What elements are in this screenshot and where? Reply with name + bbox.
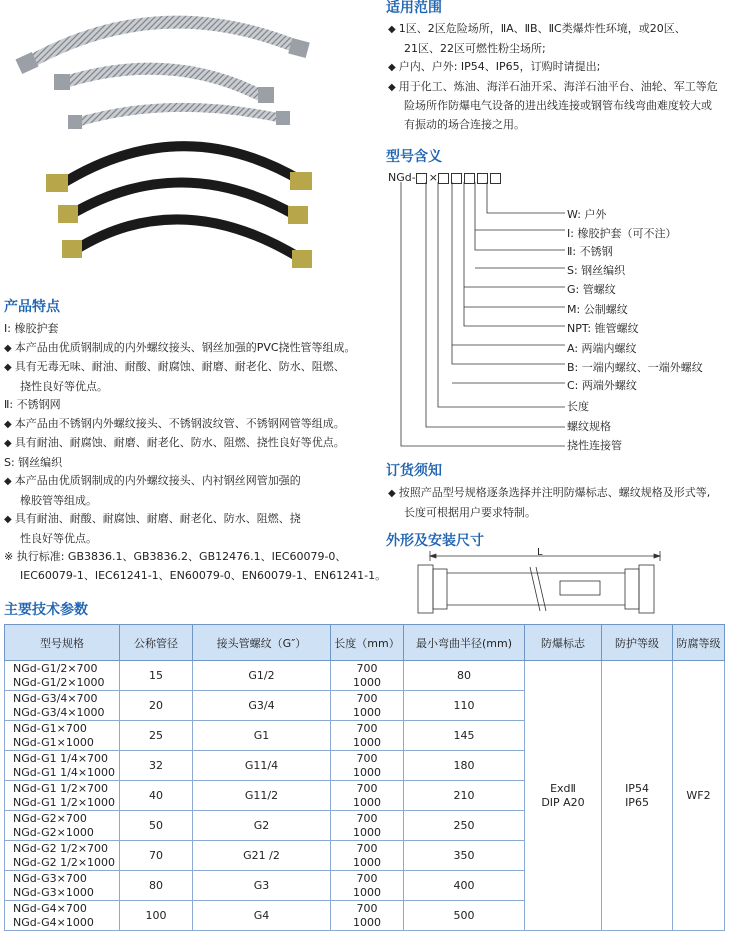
table-cell: [5, 871, 120, 901]
cell-text: IP65: [625, 795, 649, 809]
cell-text: NGd-G1 1/2×700: [13, 781, 109, 795]
cell-text: 210: [453, 788, 475, 802]
cell-text: 50: [149, 818, 163, 832]
model-label: C: 两端外螺纹: [567, 379, 637, 392]
cell-text: 15: [149, 668, 163, 682]
cell-text: G3: [253, 878, 270, 892]
params-title: 主要技术参数: [4, 602, 88, 618]
cell-text: NGd-G1 1/4×700: [13, 751, 109, 765]
cell-text: NGd-G3×1000: [13, 885, 94, 899]
table-cell: [193, 691, 331, 721]
model-label: S: 钢丝编织: [567, 264, 626, 277]
features-line: ◆ 本产品由不锈钢内外螺纹接头、不锈钢波纹管、不锈钢网管等组成。: [4, 415, 386, 435]
table-cell: [120, 781, 193, 811]
table-cell: [404, 841, 525, 871]
table-cell: [5, 751, 120, 781]
cell-text: 1000: [353, 855, 381, 869]
cell-text: 1000: [353, 735, 381, 749]
features-line: ◆ 具有耐油、耐腐蚀、耐磨、耐老化、防水、阻燃、挠性良好等优点。: [4, 434, 386, 454]
cell-text: NGd-G4×1000: [13, 915, 94, 929]
scope-line: ◆ 用于化工、炼油、海洋石油开采、海洋石油平台、油轮、军工等危: [388, 78, 718, 98]
cell-text: 700: [356, 691, 378, 705]
steel-hose-3: [68, 107, 290, 129]
cell-text: 1000: [353, 885, 381, 899]
cell-text: NGd-G3/4×1000: [13, 705, 105, 719]
header-cell: 接头管螺纹（G″）: [193, 625, 331, 661]
table-cell: [5, 721, 120, 751]
cell-text: NGd-G2×1000: [13, 825, 94, 839]
cell-text: NGd-G4×700: [13, 901, 87, 915]
cell-text: WF2: [686, 788, 711, 802]
table-cell: [193, 751, 331, 781]
scope-line: 21区、22区可燃性粉尘场所;: [404, 41, 546, 55]
cell-text: NGd-G1/2×700: [13, 661, 98, 675]
model-label: 挠性连接管: [567, 439, 622, 452]
features-line: ※ 执行标准: GB3836.1、GB3836.2、GB12476.1、IEC60079-0、: [4, 548, 386, 567]
cell-text: 400: [453, 878, 475, 892]
scope-line: 有振动的场合连接之用。: [404, 117, 525, 131]
features-line: Ⅱ: 不锈钢网: [4, 398, 61, 411]
table-cell: [120, 721, 193, 751]
model-label: 螺纹规格: [567, 420, 611, 433]
cell-text: 1000: [353, 915, 381, 929]
cell-text: G21 /2: [243, 848, 280, 862]
model-label: Ⅱ: 不锈钢: [567, 245, 613, 258]
table-cell: [404, 661, 525, 691]
table-cell: [193, 871, 331, 901]
model-label: M: 公制螺纹: [567, 303, 628, 316]
table-cell: [5, 661, 120, 691]
cell-text: 80: [149, 878, 163, 892]
model-title: 型号含义: [386, 149, 442, 165]
table-cell: [5, 691, 120, 721]
dim-label-L: L: [537, 547, 543, 558]
features-line: 性良好等优点。: [20, 531, 97, 545]
scope-line: ◆ 1区、2区危险场所，ⅡA、ⅡB、ⅡC类爆炸性环境，或20区、: [388, 20, 718, 40]
features-line: 橡胶管等组成。: [20, 493, 97, 507]
header-cell: 最小弯曲半径(mm): [404, 625, 525, 661]
header-cell: 防护等级: [602, 625, 673, 661]
table-cell: [193, 721, 331, 751]
features-line: ◆ 具有耐油、耐酸、耐腐蚀、耐磨、耐老化、防水、阻燃、挠: [4, 510, 386, 530]
table-cell: [120, 811, 193, 841]
cell-text: G3/4: [248, 698, 275, 712]
cell-text: G1: [253, 728, 270, 742]
cell-text: NGd-G3×700: [13, 871, 87, 885]
cell-text: 1000: [353, 675, 381, 689]
cell-text: G11/4: [244, 758, 279, 772]
cell-text: NGd-G2 1/2×700: [13, 841, 109, 855]
order-title: 订货须知: [386, 463, 442, 479]
table-cell: [331, 871, 404, 901]
cell-text: G11/2: [244, 788, 279, 802]
header-cell: 公称管径: [120, 625, 193, 661]
cell-text: NGd-G2 1/2×1000: [13, 855, 116, 869]
model-label: B: 一端内螺纹、一端外螺纹: [567, 361, 703, 374]
steel-hose-2: [54, 69, 274, 103]
cell-text: 700: [356, 751, 378, 765]
order-line: 长度可根据用户要求特制。: [404, 505, 536, 519]
table-cell: [193, 901, 331, 931]
features-title: 产品特点: [4, 299, 60, 315]
cell-text: 500: [453, 908, 475, 922]
table-cell: [193, 781, 331, 811]
order-line: ◆ 按照产品型号规格逐条选择并注明防爆标志、螺纹规格及形式等,: [388, 484, 710, 504]
table-cell: [404, 901, 525, 931]
table-cell: [5, 901, 120, 931]
table-cell: [120, 901, 193, 931]
model-label: G: 管螺纹: [567, 283, 616, 296]
cell-text: G2: [253, 818, 270, 832]
table-cell: [120, 871, 193, 901]
scope-title: 适用范围: [386, 0, 442, 16]
table-cell: [331, 901, 404, 931]
table-cell: [331, 751, 404, 781]
cell-text: 40: [149, 788, 163, 802]
model-label: Ⅰ: 橡胶护套（可不注）: [567, 227, 677, 240]
cell-text: IP54: [625, 781, 649, 795]
table-cell: [193, 841, 331, 871]
cell-text: 700: [356, 811, 378, 825]
cell-text: 1000: [353, 795, 381, 809]
table-cell: [331, 781, 404, 811]
header-cell: 型号规格: [5, 625, 120, 661]
table-cell: [5, 841, 120, 871]
product-photo: [10, 0, 340, 290]
cell-text: 1000: [353, 705, 381, 719]
model-label: NPT: 锥管螺纹: [567, 322, 639, 335]
table-body: [5, 661, 725, 931]
table-cell: [404, 751, 525, 781]
features-line: ◆ 本产品由优质钢制成的内外螺纹接头、钢丝加强的PVC挠性管等组成。: [4, 339, 386, 359]
model-label: W: 户外: [567, 208, 607, 221]
table-row: [5, 661, 725, 691]
scope-list: [388, 20, 718, 134]
table-cell: [673, 661, 725, 931]
features-line: 挠性良好等优点。: [20, 379, 108, 393]
model-label: 长度: [567, 400, 589, 413]
cell-text: NGd-G1×700: [13, 721, 87, 735]
table-cell: [404, 691, 525, 721]
features-line: ◆ 具有无毒无味、耐油、耐酸、耐腐蚀、耐磨、耐老化、防水、阻燃、: [4, 358, 386, 378]
table-cell: [404, 811, 525, 841]
header-cell: 防腐等级: [673, 625, 725, 661]
model-code: NGd- ×: [388, 171, 503, 184]
features-line: S: 钢丝编织: [4, 455, 63, 469]
spec-table: [4, 624, 725, 931]
cell-text: 20: [149, 698, 163, 712]
cell-text: 1000: [353, 765, 381, 779]
cell-text: NGd-G1×1000: [13, 735, 94, 749]
cell-text: DIP A20: [541, 795, 585, 809]
cell-text: 700: [356, 781, 378, 795]
cell-text: NGd-G1/2×1000: [13, 675, 105, 689]
table-cell: [331, 661, 404, 691]
cell-text: 180: [453, 758, 475, 772]
cell-text: 700: [356, 871, 378, 885]
header-cell: 长度（mm）: [331, 625, 404, 661]
table-cell: [5, 811, 120, 841]
cell-text: 700: [356, 661, 378, 675]
cell-text: NGd-G3/4×700: [13, 691, 98, 705]
cell-text: 700: [356, 721, 378, 735]
cell-text: NGd-G1 1/2×1000: [13, 795, 116, 809]
scope-line: ◆ 户内、户外: IP54、IP65，订购时请提出;: [388, 58, 718, 78]
features-line: Ⅰ: 橡胶护套: [4, 322, 59, 335]
order-list: [388, 484, 710, 522]
cell-text: 145: [453, 728, 475, 742]
features-line: ◆ 本产品由优质钢制成的内外螺纹接头、内衬钢丝网管加强的: [4, 472, 386, 492]
cell-text: 70: [149, 848, 163, 862]
cell-text: G1/2: [248, 668, 275, 682]
table-cell: [404, 721, 525, 751]
cell-text: 1000: [353, 825, 381, 839]
cell-text: G4: [253, 908, 270, 922]
table-cell: [331, 691, 404, 721]
model-label: A: 两端内螺纹: [567, 342, 637, 355]
table-cell: [404, 781, 525, 811]
table-cell: [525, 661, 602, 931]
scope-line: 险场所作防爆电气设备的进出线连接或钢管布线弯曲难度较大或: [404, 99, 712, 112]
cell-text: 350: [453, 848, 475, 862]
cell-text: 80: [457, 668, 471, 682]
table-cell: [193, 661, 331, 691]
table-cell: [331, 841, 404, 871]
table-cell: [120, 751, 193, 781]
features-line: IEC60079-1、IEC61241-1、EN60079-0、EN60079-1、EN61241-1。: [20, 568, 387, 582]
cell-text: NGd-G1 1/4×1000: [13, 765, 116, 779]
cell-text: 32: [149, 758, 163, 772]
cell-text: 700: [356, 841, 378, 855]
table-cell: [120, 661, 193, 691]
dims-title: 外形及安装尺寸: [386, 533, 484, 549]
table-cell: [331, 721, 404, 751]
cell-text: 110: [453, 698, 475, 712]
cell-text: 700: [356, 901, 378, 915]
header-cell: 防爆标志: [525, 625, 602, 661]
table-cell: [602, 661, 673, 931]
table-cell: [120, 841, 193, 871]
rubber-hose-3: [62, 219, 312, 268]
table-cell: [193, 811, 331, 841]
table-header-row: [5, 625, 725, 661]
cell-text: 100: [145, 908, 167, 922]
cell-text: 25: [149, 728, 163, 742]
table-cell: [120, 691, 193, 721]
table-cell: [404, 871, 525, 901]
table-cell: [5, 781, 120, 811]
model-diagram-lines: [395, 182, 570, 447]
features-list: [4, 320, 386, 585]
cell-text: 250: [453, 818, 475, 832]
cell-text: ExdⅡ: [550, 781, 576, 795]
table-cell: [331, 811, 404, 841]
cell-text: NGd-G2×700: [13, 811, 87, 825]
